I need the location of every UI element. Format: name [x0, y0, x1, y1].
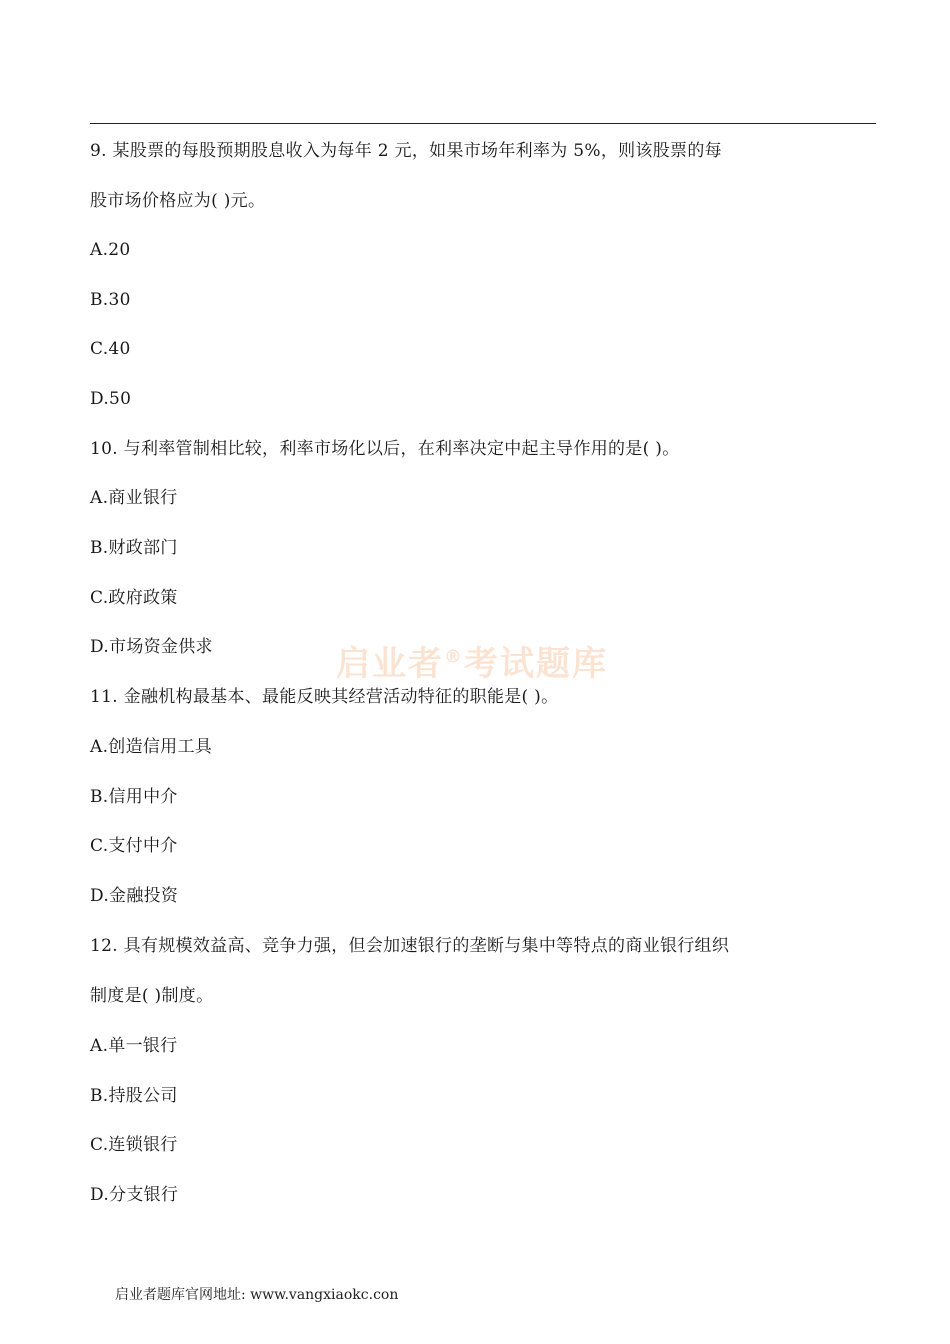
q10-option-a: A.商业银行 [90, 488, 178, 508]
q9-stem-line-1: 9. 某股票的每股预期股息收入为每年 2 元，如果市场年利率为 5%，则该股票的每 [90, 141, 722, 161]
q11-option-a: A.创造信用工具 [90, 737, 213, 757]
watermark-logo [336, 636, 608, 685]
q12-option-a: A.单一银行 [90, 1036, 178, 1056]
q11-stem-line-1: 11. 金融机构最基本、最能反映其经营活动特征的职能是( )。 [90, 687, 559, 707]
q12-option-d: D.分支银行 [90, 1185, 179, 1205]
q9-option-a: A.20 [90, 240, 131, 260]
q12-option-c: C.连锁银行 [90, 1135, 178, 1155]
watermark-registered-mark: ® [444, 646, 464, 668]
q10-option-c: C.政府政策 [90, 588, 178, 608]
q10-option-b: B.财政部门 [90, 538, 178, 558]
q11-option-c: C.支付中介 [90, 836, 178, 856]
q9-option-c: C.40 [90, 339, 131, 359]
q12-option-b: B.持股公司 [90, 1086, 178, 1106]
watermark-text-left: 启业者 [336, 644, 444, 684]
q9-option-b: B.30 [90, 290, 131, 310]
q10-stem-line-1: 10. 与利率管制相比较，利率市场化以后，在利率决定中起主导作用的是( )。 [90, 439, 680, 459]
q10-option-d: D.市场资金供求 [90, 637, 213, 657]
q11-option-d: D.金融投资 [90, 886, 179, 906]
watermark-text-right: 考试题库 [464, 644, 608, 684]
q11-option-b: B.信用中介 [90, 787, 178, 807]
q9-stem-line-2: 股市场价格应为( )元。 [90, 191, 266, 211]
q12-stem-line-1: 12. 具有规模效益高、竞争力强，但会加速银行的垄断与集中等特点的商业银行组织 [90, 936, 730, 956]
footer-website: 启业者题库官网地址: www.vangxiaokc.con [115, 1287, 399, 1303]
q9-option-d: D.50 [90, 389, 132, 409]
q12-stem-line-2: 制度是( )制度。 [90, 986, 214, 1006]
header-rule [90, 123, 876, 124]
